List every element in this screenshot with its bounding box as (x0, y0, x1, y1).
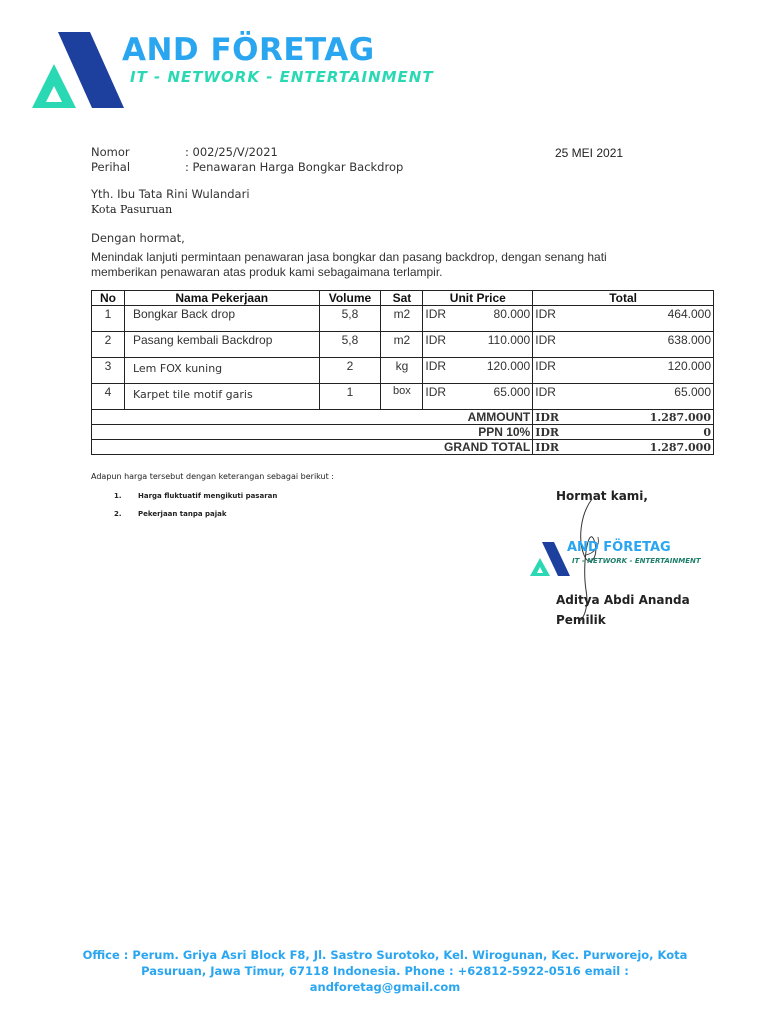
row-total-currency: IDR (533, 332, 569, 358)
ppn-row (92, 425, 714, 440)
row-price-currency: IDR (423, 332, 463, 358)
col-header-no: No (92, 291, 125, 306)
row-sat: m2 (381, 306, 423, 332)
row-price: 110.000 (463, 332, 533, 358)
table-header-row (92, 291, 714, 306)
row-job: Karpet tile motif garis (124, 384, 319, 410)
brand-tagline: IT - NETWORK - ENTERTAINMENT (130, 68, 434, 86)
row-volume: 5,8 (319, 306, 381, 332)
letter-date: 25 MEI 2021 (555, 146, 624, 160)
notes-intro: Adapun harga tersebut dengan keterangan sebagai berikut : (91, 472, 334, 481)
row-total: 65.000 (569, 384, 714, 410)
col-header-job: Nama Pekerjaan (124, 291, 319, 306)
row-price-currency: IDR (423, 384, 463, 410)
brand-name: AND FÖRETAG (122, 32, 375, 68)
row-price: 80.000 (463, 306, 533, 332)
nomor-value: : 002/25/V/2021 (185, 145, 278, 159)
amount-label: AMMOUNT (92, 410, 533, 425)
grand-total-row (92, 440, 714, 455)
row-no: 3 (92, 358, 125, 384)
row-total-currency: IDR (533, 306, 569, 332)
amount-currency: IDR (533, 410, 569, 425)
note-number: 1. (114, 492, 122, 500)
recipient-city: Kota Pasuruan (91, 203, 173, 216)
grand-total-label: GRAND TOTAL (92, 440, 533, 455)
table-row (92, 306, 714, 332)
row-job: Lem FOX kuning (124, 358, 319, 384)
signer-title: Pemilik (556, 613, 606, 627)
signer-name: Aditya Abdi Ananda (556, 593, 690, 607)
row-no: 1 (92, 306, 125, 332)
footer-line-1: Office : Perum. Griya Asri Block F8, Jl. Sastro Surotoko, Kel. Wirogunan, Kec. Purworejo, Kota (82, 948, 688, 962)
note-text: Pekerjaan tanpa pajak (138, 510, 227, 518)
table-row (92, 332, 714, 358)
row-sat: kg (381, 358, 423, 384)
nomor-label: Nomor (91, 145, 130, 159)
footer-line-2: Pasuruan, Jawa Timur, 67118 Indonesia. Phone : +62812-5922-0516 email : andforetag@gmail.com (141, 964, 629, 994)
row-sat: m2 (381, 332, 423, 358)
office-footer (80, 947, 690, 995)
perihal-label: Perihal (91, 160, 131, 174)
row-total: 120.000 (569, 358, 714, 384)
row-price-currency: IDR (423, 306, 463, 332)
row-no: 2 (92, 332, 125, 358)
greeting: Dengan hormat, (91, 231, 185, 245)
col-header-unit-price: Unit Price (423, 291, 533, 306)
table-row (92, 358, 714, 384)
row-volume: 2 (319, 358, 381, 384)
intro-paragraph (91, 250, 711, 280)
note-number: 2. (114, 510, 122, 518)
row-job: Pasang kembali Backdrop (124, 332, 319, 358)
stamp-tagline: IT - NETWORK - ENTERTAINMENT (572, 557, 701, 565)
row-price-currency: IDR (423, 358, 463, 384)
row-price: 65.000 (463, 384, 533, 410)
row-total: 638.000 (569, 332, 714, 358)
ppn-label: PPN 10% (92, 425, 533, 440)
table-row (92, 384, 714, 410)
row-total: 464.000 (569, 306, 714, 332)
amount-row (92, 410, 714, 425)
row-job: Bongkar Back drop (124, 306, 319, 332)
triangle-a-logo-icon (32, 32, 124, 108)
col-header-volume: Volume (319, 291, 381, 306)
row-sat: box (381, 384, 423, 410)
row-no: 4 (92, 384, 125, 410)
perihal-value: : Penawaran Harga Bongkar Backdrop (185, 160, 404, 174)
intro-line-2: memberikan penawaran atas produk kami sebagaimana terlampir. (91, 265, 443, 279)
ppn-value: 0 (569, 425, 714, 440)
grand-total-value: 1.287.000 (569, 440, 714, 455)
amount-value: 1.287.000 (569, 410, 714, 425)
row-total-currency: IDR (533, 384, 569, 410)
ppn-currency: IDR (533, 425, 569, 440)
row-total-currency: IDR (533, 358, 569, 384)
row-volume: 1 (319, 384, 381, 410)
grand-total-currency: IDR (533, 440, 569, 455)
col-header-total: Total (533, 291, 714, 306)
intro-line-1: Menindak lanjuti permintaan penawaran jasa bongkar dan pasang backdrop, dengan senang hati (91, 250, 607, 264)
stamp-brand-name: AND FÖRETAG (567, 540, 671, 555)
closing: Hormat kami, (556, 489, 648, 503)
recipient-name: Yth. Ibu Tata Rini Wulandari (91, 187, 250, 201)
row-volume: 5,8 (319, 332, 381, 358)
col-header-sat: Sat (381, 291, 423, 306)
offer-table (91, 290, 714, 455)
row-price: 120.000 (463, 358, 533, 384)
note-text: Harga fluktuatif mengikuti pasaran (138, 492, 278, 500)
